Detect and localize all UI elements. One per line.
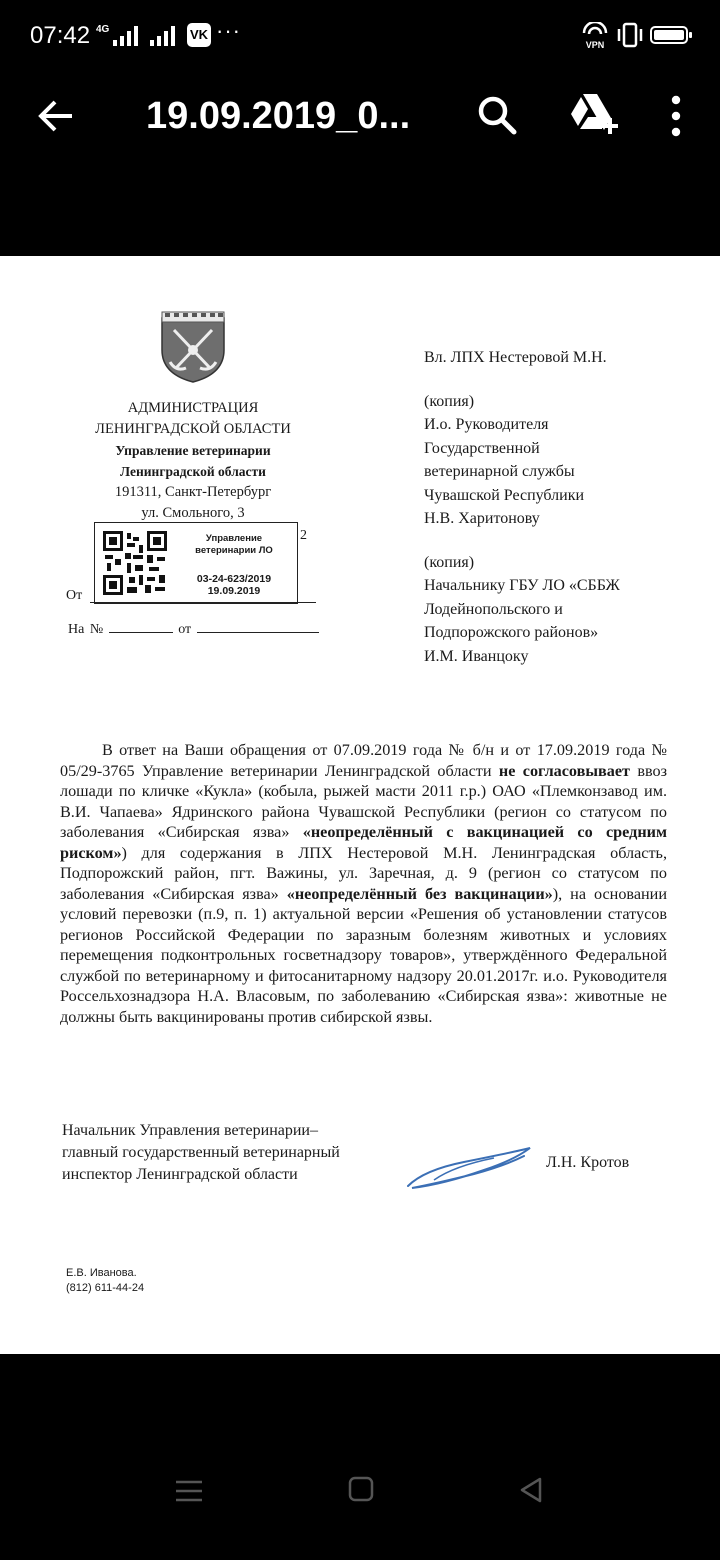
addressee-line: И.о. Руководителя <box>424 416 549 433</box>
addressee-main: Вл. ЛПХ Нестеровой М.Н. <box>424 349 607 366</box>
outgoing-ref-line <box>90 602 316 603</box>
vibrate-icon <box>616 22 644 48</box>
incoming-ref <box>68 620 319 638</box>
document-page <box>0 256 720 1354</box>
sender-organization <box>80 398 306 524</box>
signer-name: Л.Н. Кротов <box>546 1154 630 1171</box>
body-text: ), на основании условий перевозки (п.9, п. 1) актуальной версии «Решения об установлении статусов регионов Российской Федерации по заразным болезням животных и условиях перемещения подконтрольных госветнадзору товаров», утверждённого Федеральной службой по ветеринарному и фитосанитарному надзору 20.01.2017г. и.о. Руководителя Россельхознадзора Н.А. Власовым, по заболеванию «Сибирская язва»: животные не должны быть вакцинированы против сибирской язвы. <box>60 884 668 1026</box>
addressee-line: Начальнику ГБУ ЛО «СББЖ <box>424 577 620 594</box>
battery-icon <box>650 26 688 44</box>
org-line: АДМИНИСТРАЦИЯ <box>127 400 259 416</box>
nav-back-icon[interactable] <box>518 1476 544 1504</box>
addressee-copy-2 <box>424 551 714 669</box>
letter-body <box>60 740 667 1027</box>
addressee-line: Чувашской Республики <box>424 486 585 504</box>
body-text: В ответ на Ваши обращения от 07.09.2019 года № б/н и от 17.09.2019 года № 05/29-3765 Управление ветеринарии Ленинградской области <box>60 741 667 780</box>
addressee-line: (копия) <box>424 553 475 571</box>
org-address: 191311, Санкт-Петербург <box>114 484 272 500</box>
addressee-line: (копия) <box>424 392 475 410</box>
addressee-line: Н.В. Харитонову <box>424 510 540 527</box>
addressee-line: Подпорожского районов» <box>424 624 599 641</box>
org-line: Управление ветеринарии <box>115 443 271 458</box>
home-icon[interactable] <box>348 1476 374 1502</box>
network-type: 4G <box>96 24 110 35</box>
addressees <box>424 346 714 668</box>
org-address: ул. Смольного, 3 <box>141 505 245 521</box>
more-notifications-icon: ··· <box>216 18 241 43</box>
incoming-ref-date-label: от <box>178 622 192 637</box>
signal-icon <box>148 24 182 46</box>
signer-title: инспектор Ленинградской области <box>62 1166 298 1183</box>
handwritten-signature <box>404 1140 534 1200</box>
qr-code <box>103 531 167 595</box>
more-options-icon[interactable] <box>660 92 692 140</box>
document-title: 19.09.2019_0... <box>146 95 411 137</box>
stamp-line: ветеринарии ЛО <box>195 545 273 556</box>
executor-name: Е.В. Иванова. <box>66 1267 137 1279</box>
body-text: ) для содержания в ЛПХ Нестеровой М.Н. Ленинградская область, Подпорожский район, пгт. Важины, ул. Заречная, д. 9 (регион со статусом по заболевания «Сибирская язва» <box>60 843 667 903</box>
executor <box>66 1266 144 1296</box>
incoming-ref-label: На № <box>68 622 104 637</box>
addressee-line: ветеринарной службы <box>424 463 575 480</box>
outgoing-ref-label: От <box>66 588 83 603</box>
signal-icon <box>111 24 145 46</box>
org-line: Ленинградской области <box>120 464 266 479</box>
addressee-copy-1 <box>424 390 714 531</box>
registration-number: 03-24-623/2019 <box>196 573 272 585</box>
signer-title: Начальник Управления ветеринарии– <box>62 1122 318 1139</box>
signature-block <box>62 1120 340 1186</box>
addressee-line: Лодейнопольского и <box>424 600 563 618</box>
body-bold: «неопределённый без вакцинации» <box>286 884 553 903</box>
add-to-drive-icon[interactable] <box>566 90 618 140</box>
status-bar <box>0 0 720 72</box>
recent-apps-icon[interactable] <box>174 1478 204 1504</box>
vk-notification-icon: VK <box>187 23 211 47</box>
body-text: ввоз лошади по кличке «Кукла» (кобыла, рыжей масти 2011 г.р.) ОАО «Племконзавод им. В.И. Чапаева» Ядринского района Чувашской Республики (регион со статусом по заболевания «Сибирская язва» <box>60 761 668 841</box>
vpn-icon <box>580 22 610 50</box>
stamp-reg <box>175 573 293 597</box>
stamp-org <box>175 533 293 557</box>
search-icon[interactable] <box>474 92 522 140</box>
app-bar <box>0 72 720 256</box>
body-bold: «неопределённый с вакцинацией со средним риском» <box>60 823 667 862</box>
coat-of-arms-logo <box>160 310 226 384</box>
clock: 07:42 <box>30 22 91 49</box>
stamp-line: Управление <box>205 533 263 544</box>
back-arrow-icon[interactable] <box>34 94 78 138</box>
registration-stamp <box>94 522 298 604</box>
signer-title: главный государственный ветеринарный <box>62 1144 340 1161</box>
addressee-line: И.М. Иванцоку <box>424 647 529 665</box>
executor-phone: (812) 611-44-24 <box>66 1282 145 1294</box>
navigation-bar <box>0 1448 720 1560</box>
page-number: 2 <box>300 528 307 543</box>
body-bold: не согласовывает <box>498 761 630 780</box>
org-line: ЛЕНИНГРАДСКОЙ ОБЛАСТИ <box>95 421 291 437</box>
addressee-line: Государственной <box>424 439 540 457</box>
vpn-label: VPN <box>585 40 605 50</box>
registration-date: 19.09.2019 <box>207 585 261 597</box>
